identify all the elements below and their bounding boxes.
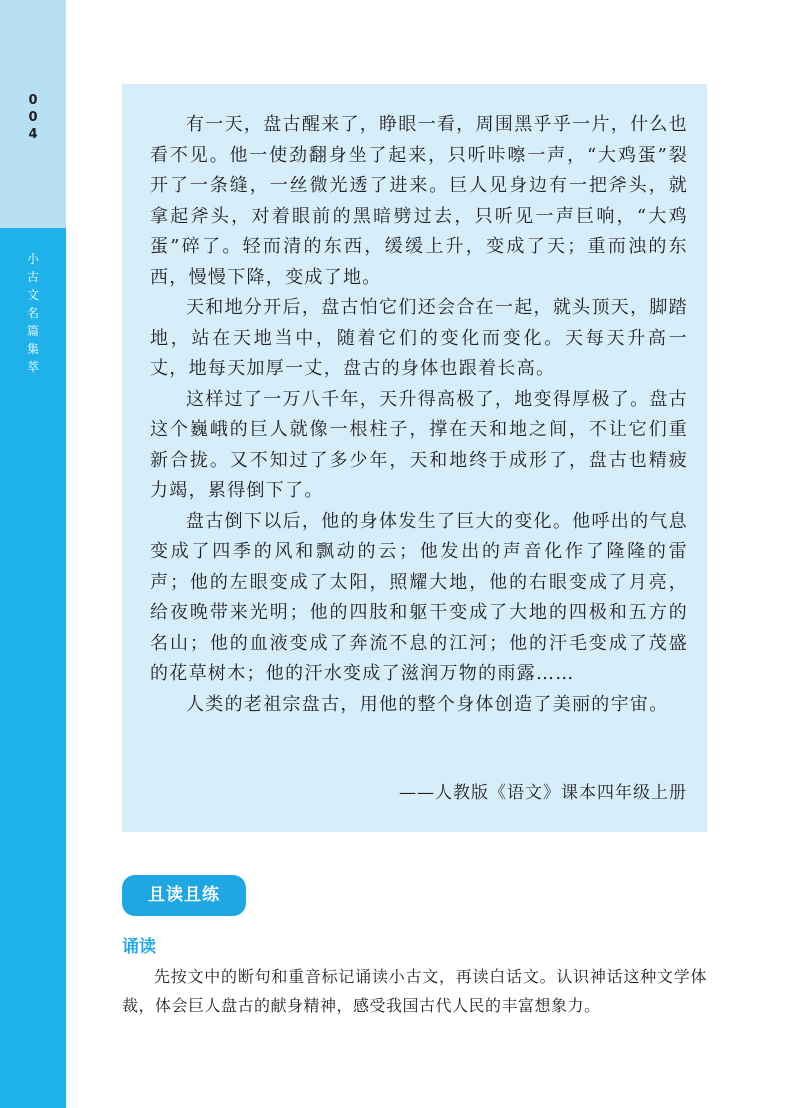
story-paragraph: 盘古倒下以后，他的身体发生了巨大的变化。他呼出的气息变成了四季的风和飘动的云；他发出的声音化作了隆隆的雷声；他的左眼变成了太阳，照耀大地，他的右眼变成了月亮，给夜晚带来光明；他的四肢和躯干变成了大地的四极和五方的名山；他的血液变成了奔流不息的江河；他的汗毛变成了茂盛的花草树木；他的汗水变成了滋润万物的雨露……: [150, 510, 688, 684]
book-title-vertical: 小 古 文 名 篇 集 萃: [26, 252, 39, 374]
source-citation: ——人教版《语文》课本四年级上册: [399, 783, 687, 803]
story-paragraph: 天和地分开后，盘古怕它们还会合在一起，就头顶天，脚踏地，站在天地当中，随着它们的变化而变化。天每天升高一丈，地每天加厚一丈，盘古的身体也跟着长高。: [150, 297, 688, 379]
exercise-instruction: 先按文中的断句和重音标记诵读小古文，再读白话文。认识神话这种文学体裁，体会巨人盘古的献身精神，感受我国古代人民的丰富想象力。: [122, 967, 707, 1015]
subheading-recite: 诵读: [122, 937, 156, 957]
story-paragraph: 这样过了一万八千年，天升得高极了，地变得厚极了。盘古这个巍峨的巨人就像一根柱子，撑在天和地之间，不让它们重新合拢。又不知过了多少年，天和地终于成形了，盘古也精疲力竭，累得倒下了。: [150, 388, 688, 501]
story-body: [150, 110, 688, 720]
story-paragraph: 有一天，盘古醒来了，睁眼一看，周围黑乎乎一片，什么也看不见。他一使劲翻身坐了起来，只听咔嚓一声，“大鸡蛋”裂开了一条缝，一丝微光透了进来。巨人见身边有一把斧头，就拿起斧头，对着眼前的黑暗劈过去，只听见一声巨响，“大鸡蛋”碎了。轻而清的东西，缓缓上升，变成了天；重而浊的东西，慢慢下降，变成了地。: [150, 114, 688, 288]
story-paragraph: 人类的老祖宗盘古，用他的整个身体创造了美丽的宇宙。: [186, 693, 669, 715]
page-number: 0 0 4: [28, 93, 38, 142]
section-title-badge: 且读且练: [122, 875, 246, 916]
story-text-box: [122, 84, 707, 832]
